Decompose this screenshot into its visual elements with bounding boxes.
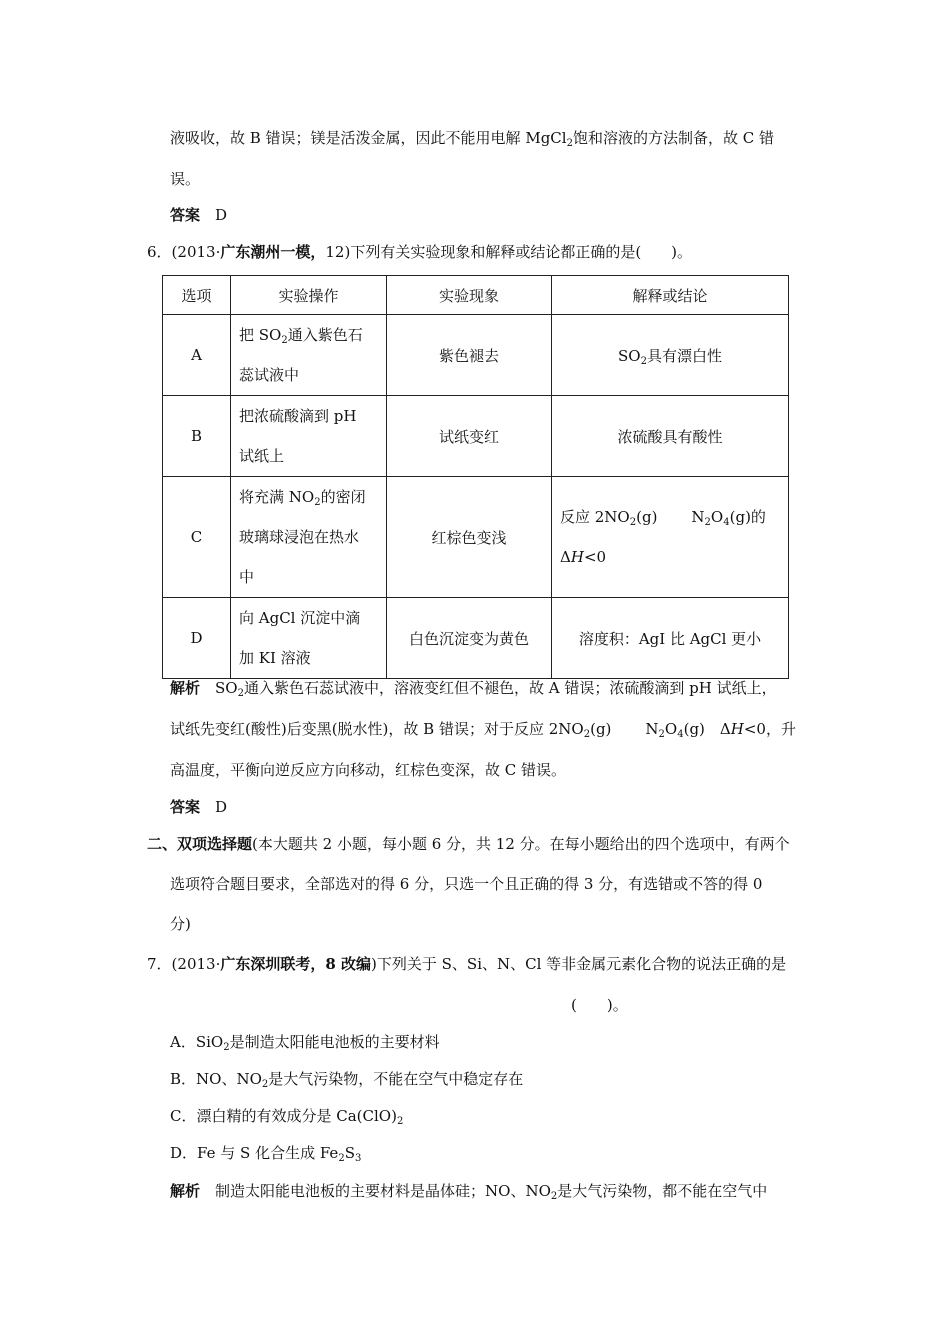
analysis-text: 制造太阳能电池板的主要材料是晶体硅；NO、NO xyxy=(215,1182,551,1200)
source-text: 广东深圳联考，8 改编 xyxy=(220,955,372,973)
cell-text: 反应 2NO xyxy=(560,508,630,526)
analysis-text: <0，升 xyxy=(743,720,796,738)
source-text: (2013· xyxy=(171,955,221,973)
cell-text: 试纸上 xyxy=(239,447,285,465)
subscript: 2 xyxy=(704,517,711,528)
cell-text: 玻璃球浸泡在热水 xyxy=(239,528,360,546)
section-text: (本大题共 2 小题，每小题 6 分，共 12 分。在每小题给出的四个选项中，有两个 xyxy=(252,835,790,853)
source-text: (2013· xyxy=(171,243,221,261)
intro-line-2: 误。 xyxy=(170,170,201,188)
section-2-line-3: 分) xyxy=(170,915,191,933)
header-option: 选项 xyxy=(163,276,231,315)
section-heading: 二、双项选择题 xyxy=(147,835,253,853)
answer-value: D xyxy=(215,206,228,224)
section-2-line-2: 选项符合题目要求，全部选对的得 6 分，只选一个且正确的得 3 分，有选错或不答的得 0 xyxy=(170,875,763,893)
cell-text: 的密闭 xyxy=(320,488,366,506)
analysis-6-line-2 xyxy=(170,719,796,739)
answer-label: 答案 xyxy=(170,798,201,816)
subscript: 2 xyxy=(550,1191,558,1202)
cell-text: SO xyxy=(618,346,641,365)
table-row xyxy=(163,598,789,679)
cell-text: 加 KI 溶液 xyxy=(239,649,311,667)
row-conclusion xyxy=(552,315,789,396)
analysis-7-line-1 xyxy=(170,1181,767,1201)
analysis-text: (g) Δ xyxy=(683,720,731,738)
row-phenomenon: 紫色褪去 xyxy=(387,315,552,396)
cell-text: 中 xyxy=(239,568,255,586)
analysis-text: N xyxy=(645,720,659,738)
answer-value: D xyxy=(215,798,228,816)
cell-text: (g) xyxy=(636,508,658,526)
question-number: 6． xyxy=(147,243,172,261)
italic-symbol: H xyxy=(730,720,744,738)
header-operation: 实验操作 xyxy=(231,276,387,315)
cell-text: <0 xyxy=(583,548,607,566)
option-d xyxy=(170,1143,361,1163)
cell-text: N xyxy=(691,508,705,526)
row-option: C xyxy=(163,477,231,598)
subscript: 3 xyxy=(354,1153,362,1164)
subscript: 2 xyxy=(640,355,647,367)
subscript: 2 xyxy=(396,1116,404,1127)
cell-text: 把 SO xyxy=(239,326,282,344)
option-c xyxy=(170,1106,403,1126)
row-conclusion: 溶度积：AgI 比 AgCl 更小 xyxy=(552,598,789,679)
subscript: 2 xyxy=(281,335,288,346)
row-option: D xyxy=(163,598,231,679)
row-operation xyxy=(231,598,387,679)
cell-text: Δ xyxy=(560,548,571,566)
question-7-stem xyxy=(147,954,786,974)
row-option: B xyxy=(163,396,231,477)
analysis-text: 试纸先变红(酸性)后变黑(脱水性)，故 B 错误；对于反应 2NO xyxy=(170,720,584,738)
analysis-text: SO xyxy=(215,679,238,697)
row-operation xyxy=(231,477,387,598)
question-text: 下列有关实验现象和解释或结论都正确的是( )。 xyxy=(350,243,693,261)
subscript: 2 xyxy=(237,688,244,699)
table-row xyxy=(163,477,789,598)
cell-text: O xyxy=(710,508,724,526)
answer-5 xyxy=(170,205,227,225)
source-text: ) xyxy=(371,955,377,973)
row-phenomenon: 试纸变红 xyxy=(387,396,552,477)
experiment-table xyxy=(162,275,789,679)
row-phenomenon: 红棕色变浅 xyxy=(387,477,552,598)
italic-symbol: H xyxy=(570,548,584,566)
row-conclusion: 浓硫酸具有酸性 xyxy=(552,396,789,477)
analysis-text: (g) xyxy=(590,720,612,738)
cell-text: (g)的 xyxy=(729,508,766,526)
intro-text: 饱和溶液的方法制备，故 C 错 xyxy=(572,129,774,147)
intro-text: 液吸收，故 B 错误；镁是活泼金属，因此不能用电解 MgCl xyxy=(170,129,567,147)
subscript: 2 xyxy=(658,729,665,740)
analysis-6-line-3: 高温度，平衡向逆反应方向移动，红棕色变深，故 C 错误。 xyxy=(170,761,567,779)
cell-text: 具有漂白性 xyxy=(646,346,722,365)
cell-text: 向 AgCl 沉淀中滴 xyxy=(239,609,361,627)
source-text: 12) xyxy=(325,243,351,261)
subscript: 2 xyxy=(566,138,573,149)
row-option: A xyxy=(163,315,231,396)
cell-text: 蕊试液中 xyxy=(239,366,300,384)
cell-text: 将充满 NO xyxy=(239,488,315,506)
row-operation xyxy=(231,396,387,477)
analysis-text: 通入紫色石蕊试液中，溶液变红但不褪色，故 A 错误；浓硫酸滴到 pH 试纸上， xyxy=(243,679,777,697)
subscript: 2 xyxy=(338,1153,345,1164)
analysis-6-line-1 xyxy=(170,678,777,698)
table-header-row xyxy=(163,276,789,315)
analysis-label: 解析 xyxy=(170,679,201,697)
subscript: 4 xyxy=(723,517,730,528)
cell-text: 把浓硫酸滴到 pH xyxy=(239,407,357,425)
answer-label: 答案 xyxy=(170,206,201,224)
header-conclusion: 解释或结论 xyxy=(552,276,789,315)
analysis-label: 解析 xyxy=(170,1182,201,1200)
table-row xyxy=(163,396,789,477)
subscript: 2 xyxy=(583,729,591,740)
question-text: 下列关于 S、Si、N、Cl 等非金属元素化合物的说法正确的是 xyxy=(376,955,787,973)
subscript: 4 xyxy=(677,729,684,740)
option-text: A．SiO xyxy=(170,1033,224,1051)
option-text: D．Fe 与 S 化合生成 Fe xyxy=(170,1144,339,1162)
cell-text: 通入紫色石 xyxy=(287,326,363,344)
row-phenomenon: 白色沉淀变为黄色 xyxy=(387,598,552,679)
header-phenomenon: 实验现象 xyxy=(387,276,552,315)
option-text: S xyxy=(344,1144,355,1162)
analysis-text: O xyxy=(664,720,678,738)
answer-6 xyxy=(170,797,227,817)
subscript: 2 xyxy=(261,1079,269,1090)
section-2-line-1 xyxy=(147,834,790,854)
question-6-stem xyxy=(147,242,692,262)
source-text: 广东潮州一模， xyxy=(220,243,326,261)
option-text: B．NO、NO xyxy=(170,1070,262,1088)
analysis-text: 是大气污染物，都不能在空气中 xyxy=(557,1182,768,1200)
question-number: 7． xyxy=(147,955,172,973)
option-text: 是大气污染物，不能在空气中稳定存在 xyxy=(268,1070,524,1088)
subscript: 2 xyxy=(314,497,321,508)
row-operation xyxy=(231,315,387,396)
answer-paren: ( )。 xyxy=(571,996,628,1014)
row-conclusion xyxy=(552,477,789,598)
option-text: 是制造太阳能电池板的主要材料 xyxy=(229,1033,440,1051)
intro-line-1 xyxy=(170,128,774,148)
option-b xyxy=(170,1069,523,1089)
option-a xyxy=(170,1032,440,1052)
subscript: 2 xyxy=(629,517,637,528)
option-text: C．漂白精的有效成分是 Ca(ClO) xyxy=(170,1107,397,1125)
subscript: 2 xyxy=(223,1042,230,1053)
table-row xyxy=(163,315,789,396)
